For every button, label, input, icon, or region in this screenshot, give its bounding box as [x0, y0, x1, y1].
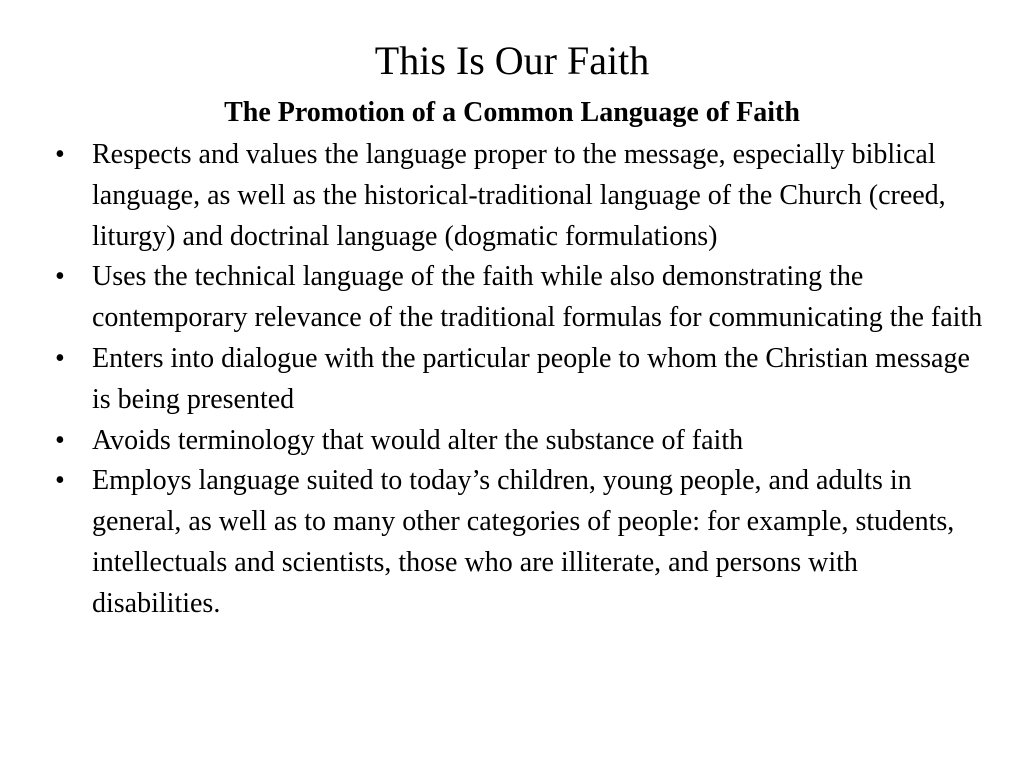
bullet-text: Uses the technical language of the faith while also demonstrating the contemporary relevance of the traditional formulas for communicating the faith: [92, 261, 983, 334]
bullet-icon: •: [55, 465, 65, 497]
bullet-icon: •: [55, 424, 65, 456]
bullet-text: Employs language suited to today’s children, young people, and adults in general, as well as to many other categories of people: for example, students, intellectuals and scientists, those who are illiterate, and persons with disabilities.: [92, 465, 955, 619]
slide-subtitle: The Promotion of a Common Language of Faith: [224, 97, 800, 128]
slide-title: This Is Our Faith: [374, 38, 650, 83]
bullet-text: Respects and values the language proper to the message, especially biblical language, as well as the historical-traditional language of the Church (creed, liturgy) and doctrinal language (dogmatic formulations): [92, 139, 946, 252]
bullet-icon: •: [55, 342, 65, 374]
bullet-item: [55, 135, 985, 257]
bullet-list: [55, 135, 985, 625]
bullet-item: [55, 339, 985, 421]
bullet-icon: •: [55, 139, 65, 170]
bullet-text: Avoids terminology that would alter the substance of faith: [92, 424, 744, 456]
bullet-item: [55, 257, 985, 339]
bullet-icon: •: [55, 261, 65, 293]
bullet-item: [55, 461, 985, 624]
bullet-text: Enters into dialogue with the particular people to whom the Christian message is being presented: [92, 342, 970, 415]
bullet-item: [55, 421, 985, 462]
